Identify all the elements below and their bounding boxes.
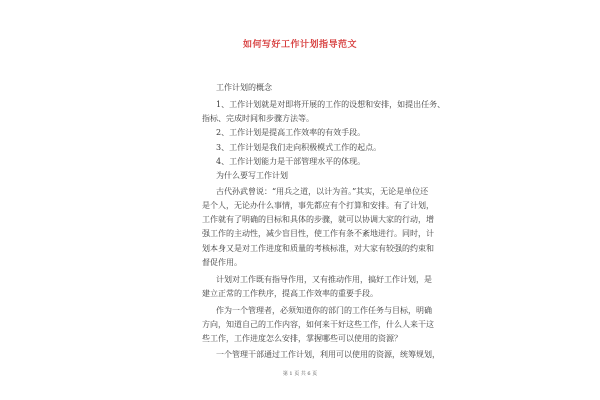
paragraph-line: 1、工作计划就是对即将开展的工作的设想和安排，如提出任务、 bbox=[216, 100, 446, 109]
paragraph-line: 划本身又是对工作进度和质量的考核标准，对大家有较强的约束和 bbox=[202, 244, 434, 253]
paragraph-line: 作为一个管理者，必须知道你的部门的工作任务与目标，明确 bbox=[216, 306, 432, 315]
paragraph-line: 计划对工作既有指导作用，又有推动作用，搞好工作计划，是 bbox=[216, 275, 432, 284]
paragraph-line: 建立正常的工作秩序，提高工作效率的重要手段。 bbox=[202, 289, 378, 298]
paragraph-line: 强工作的主动性，减少盲目性，使工作有条不紊地进行。同时，计 bbox=[202, 229, 434, 238]
paragraph-line: 指标、完成时间和步骤方法等。 bbox=[202, 114, 314, 123]
paragraph-line: 4、工作计划能力是干部管理水平的体现。 bbox=[216, 157, 366, 166]
paragraph-line: 3、工作计划是我们走向积极模式工作的起点。 bbox=[216, 143, 382, 152]
page-title: 如何写好工作计划指导范文 bbox=[242, 40, 357, 50]
paragraph-line: 方向，知道自己的工作内容，如何来干好这些工作，什么人来干这 bbox=[202, 320, 434, 329]
paragraph-line: 古代孙武曾说：“用兵之道，以计为首。”其实，无论是单位还 bbox=[216, 187, 429, 196]
paragraph-line: 工作就有了明确的目标和具体的步骤，就可以协调大家的行动，增 bbox=[202, 215, 434, 224]
section-heading-concept: 工作计划的概念 bbox=[216, 83, 272, 92]
paragraph-line: 督促作用。 bbox=[202, 258, 242, 267]
paragraph-line: 是个人，无论办什么事情，事先都应有个打算和安排。有了计划， bbox=[202, 201, 434, 210]
paragraph-line: 2、工作计划是提高工作效率的有效手段。 bbox=[216, 128, 366, 137]
paragraph-line: 一个管理干部通过工作计划，利用可以使用的资源，统筹规划， bbox=[216, 350, 440, 359]
page-number: 第 1 页 共 6 页 bbox=[282, 371, 318, 377]
section-heading-why: 为什么要写工作计划 bbox=[216, 171, 288, 180]
paragraph-line: 些工作，工作进度怎么安排，掌握哪些可以使用的资源？ bbox=[202, 334, 402, 343]
